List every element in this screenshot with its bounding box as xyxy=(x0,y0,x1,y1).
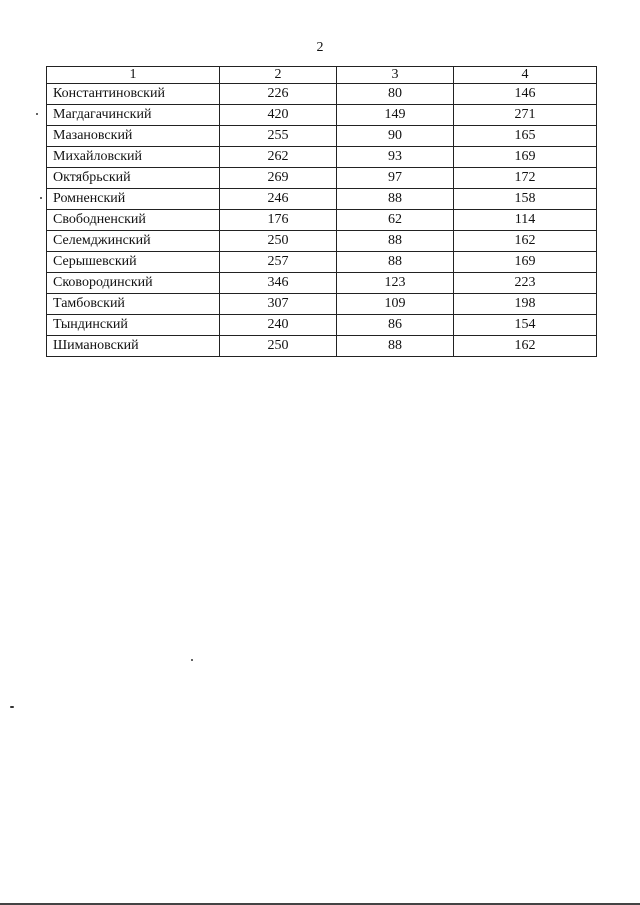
column-4-cell: 162 xyxy=(454,231,597,252)
column-3-cell: 123 xyxy=(337,273,454,294)
table-row xyxy=(47,189,597,210)
scan-speck xyxy=(10,706,14,708)
table-row xyxy=(47,294,597,315)
column-4-cell: 271 xyxy=(454,105,597,126)
table-row xyxy=(47,252,597,273)
column-3-cell: 88 xyxy=(337,231,454,252)
table-row xyxy=(47,210,597,231)
district-name-cell: Свободненский xyxy=(47,210,220,231)
column-4-cell: 169 xyxy=(454,252,597,273)
column-3-cell: 62 xyxy=(337,210,454,231)
page-number: 2 xyxy=(316,40,324,55)
column-2-cell: 226 xyxy=(220,84,337,105)
column-4-cell: 165 xyxy=(454,126,597,147)
column-4-cell: 154 xyxy=(454,315,597,336)
district-name-cell: Мазановский xyxy=(47,126,220,147)
column-2-cell: 176 xyxy=(220,210,337,231)
column-3-cell: 93 xyxy=(337,147,454,168)
table-row xyxy=(47,336,597,357)
district-table xyxy=(46,66,597,357)
column-2-cell: 250 xyxy=(220,336,337,357)
column-4-cell: 162 xyxy=(454,336,597,357)
district-name-cell: Михайловский xyxy=(47,147,220,168)
district-name-cell: Селемджинский xyxy=(47,231,220,252)
table-row xyxy=(47,273,597,294)
column-4-cell: 169 xyxy=(454,147,597,168)
district-name-cell: Сковородинский xyxy=(47,273,220,294)
district-name-cell: Константиновский xyxy=(47,84,220,105)
scan-speck xyxy=(40,197,42,199)
column-2-cell: 250 xyxy=(220,231,337,252)
table-row xyxy=(47,84,597,105)
table-header-row xyxy=(47,67,597,84)
column-2-cell: 346 xyxy=(220,273,337,294)
table-row xyxy=(47,147,597,168)
table-row xyxy=(47,126,597,147)
column-3-cell: 97 xyxy=(337,168,454,189)
column-header-1: 1 xyxy=(47,67,220,84)
column-header-3: 3 xyxy=(337,67,454,84)
district-name-cell: Магдагачинский xyxy=(47,105,220,126)
column-3-cell: 88 xyxy=(337,189,454,210)
column-3-cell: 90 xyxy=(337,126,454,147)
column-header-4: 4 xyxy=(454,67,597,84)
table-row xyxy=(47,168,597,189)
column-2-cell: 269 xyxy=(220,168,337,189)
column-2-cell: 307 xyxy=(220,294,337,315)
column-4-cell: 146 xyxy=(454,84,597,105)
column-2-cell: 255 xyxy=(220,126,337,147)
column-2-cell: 257 xyxy=(220,252,337,273)
column-3-cell: 86 xyxy=(337,315,454,336)
scan-speck xyxy=(191,659,193,661)
table-row xyxy=(47,105,597,126)
column-2-cell: 262 xyxy=(220,147,337,168)
column-4-cell: 158 xyxy=(454,189,597,210)
column-4-cell: 172 xyxy=(454,168,597,189)
column-3-cell: 88 xyxy=(337,336,454,357)
column-2-cell: 420 xyxy=(220,105,337,126)
column-2-cell: 246 xyxy=(220,189,337,210)
district-name-cell: Тындинский xyxy=(47,315,220,336)
column-3-cell: 80 xyxy=(337,84,454,105)
column-3-cell: 88 xyxy=(337,252,454,273)
scan-speck xyxy=(36,113,38,115)
column-2-cell: 240 xyxy=(220,315,337,336)
district-name-cell: Тамбовский xyxy=(47,294,220,315)
district-name-cell: Октябрьский xyxy=(47,168,220,189)
table-row xyxy=(47,315,597,336)
column-4-cell: 114 xyxy=(454,210,597,231)
column-3-cell: 109 xyxy=(337,294,454,315)
column-4-cell: 198 xyxy=(454,294,597,315)
district-name-cell: Серышевский xyxy=(47,252,220,273)
column-3-cell: 149 xyxy=(337,105,454,126)
table-body xyxy=(47,84,597,357)
district-name-cell: Ромненский xyxy=(47,189,220,210)
column-header-2: 2 xyxy=(220,67,337,84)
column-4-cell: 223 xyxy=(454,273,597,294)
table-row xyxy=(47,231,597,252)
district-name-cell: Шимановский xyxy=(47,336,220,357)
